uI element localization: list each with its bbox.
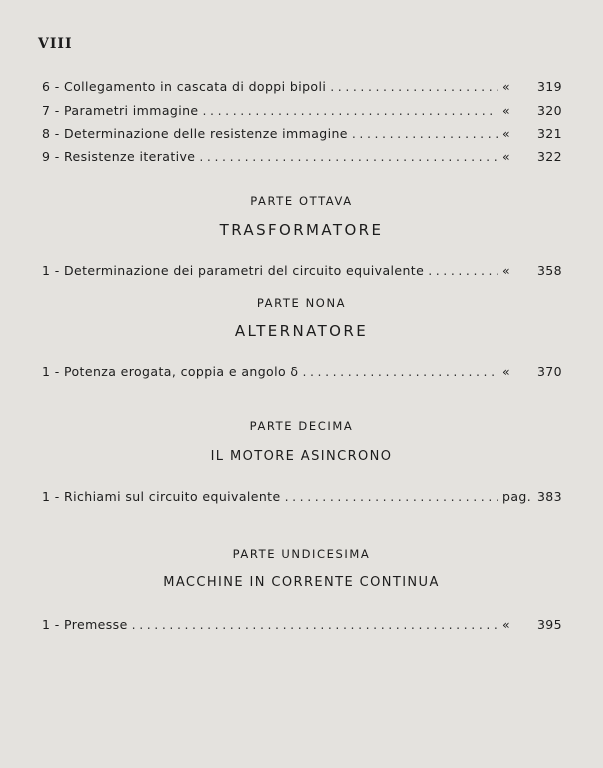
dot-leader — [199, 149, 498, 164]
toc-entry-ref: « — [502, 617, 511, 632]
toc-entry — [42, 617, 562, 635]
toc-entry-title: 9 - Resistenze iterative — [42, 149, 196, 164]
toc-entry — [42, 263, 562, 281]
dot-leader — [285, 489, 498, 504]
part-title: MACCHINE IN CORRENTE CONTINUA — [163, 575, 440, 590]
part-title: ALTERNATORE — [234, 322, 369, 340]
dot-leader — [428, 263, 498, 278]
toc-entry-page: 319 — [536, 79, 562, 94]
toc-entry-ref: « — [502, 79, 511, 94]
toc-entry-ref: « — [502, 103, 511, 118]
toc-entry-title: 6 - Collegamento in cascata di doppi bipoli — [42, 79, 327, 94]
toc-entry-title: 1 - Premesse — [42, 617, 128, 632]
toc-entry-ref: pag. — [502, 489, 532, 504]
toc-entry-title: 1 - Determinazione dei parametri del circuito equivalente — [42, 263, 425, 278]
toc-entry-page: 321 — [536, 126, 562, 141]
part-label: PARTE DECIMA — [249, 419, 354, 433]
toc-entry-title: 7 - Parametri immagine — [42, 103, 199, 118]
toc-entry-ref: « — [502, 126, 511, 141]
dot-leader — [302, 364, 498, 379]
toc-entry-ref: « — [502, 364, 511, 379]
toc-entry — [42, 489, 562, 507]
toc-entry-page: 322 — [536, 149, 562, 164]
part-label: PARTE OTTAVA — [250, 194, 353, 208]
part-label: PARTE NONA — [256, 296, 347, 310]
toc-entry-page: 358 — [536, 263, 562, 278]
part-label: PARTE UNDICESIMA — [232, 547, 371, 561]
dot-leader — [203, 103, 498, 118]
dot-leader — [330, 79, 498, 94]
toc-entry-page: 370 — [536, 364, 562, 379]
toc-entry-ref: « — [502, 263, 511, 278]
toc-entry-title: 1 - Richiami sul circuito equivalente — [42, 489, 281, 504]
toc-entry — [42, 103, 562, 121]
toc-entry — [42, 364, 562, 382]
part-title: TRASFORMATORE — [219, 221, 384, 239]
toc-entry — [42, 126, 562, 144]
dot-leader — [352, 126, 498, 141]
toc-entry-page: 383 — [536, 489, 562, 504]
toc-entry — [42, 149, 562, 167]
toc-entry-ref: « — [502, 149, 511, 164]
part-title: IL MOTORE ASINCRONO — [210, 449, 393, 464]
toc-entry-title: 8 - Determinazione delle resistenze immagine — [42, 126, 348, 141]
toc-entry-page: 320 — [536, 103, 562, 118]
toc-entry — [42, 79, 562, 97]
dot-leader — [132, 617, 498, 632]
toc-entry-page: 395 — [536, 617, 562, 632]
toc-entry-title: 1 - Potenza erogata, coppia e angolo δ — [42, 364, 299, 379]
page-number: VIII — [38, 36, 73, 52]
